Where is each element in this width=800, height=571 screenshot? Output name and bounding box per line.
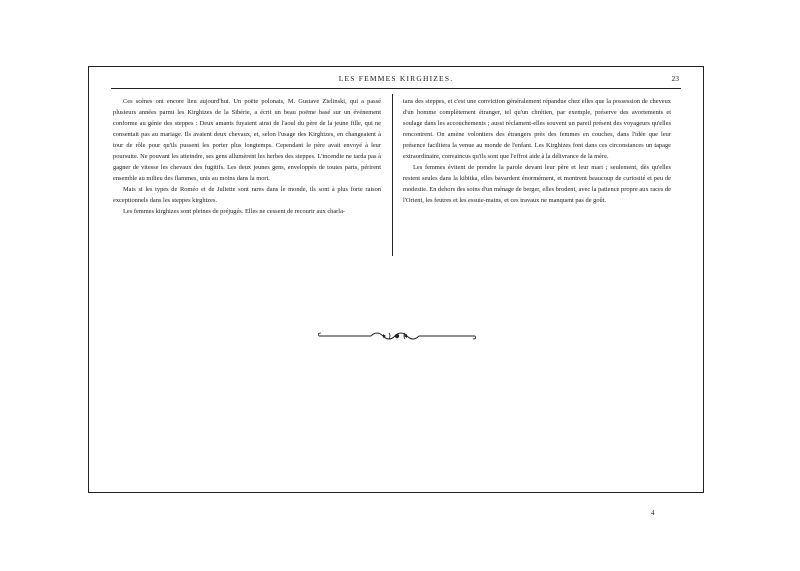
header-rule [111,88,681,89]
left-column [113,97,381,217]
signature-mark: 4 [651,509,655,517]
paragraph: Les femmes kirghizes sont pleines de préjugés. Elles ne cessent de recourir aux charla- [123,207,346,215]
paragraph: tans des steppes, et c'est une conviction généralement répandue chez elles que la possession de cheveux d'un homme complètement étranger, tel qu'un chrétien, par exemple, préserve des avortements et soulage dans les accouchements ; aussi réclament-elles souvent un pareil présent des voyageurs qu'elles rencontrent. On amène volontiers des étrangers près des femmes en couches, dans l'idée que leur présence facilitera la venue au monde de l'enfant. Les Kirghizes font dans ces circonstances un tapage extraordinaire, convaincus qu'ils sont que l'effroi aide à la délivrance de la mère. [403,98,671,160]
tailpiece-ornament-icon [317,329,477,343]
right-column [403,97,671,207]
page-frame [88,66,704,493]
paragraph: Mais si les types de Roméo et de Juliette sont rares dans le monde, ils sont à plus forte raison exceptionnels dans les steppes kirghizes. [113,185,381,204]
paragraph: Ces scènes ont encore lieu aujourd'hui. Un poëte polonais, M. Gustave Zielinski, qui a passé plusieurs années parmi les Kirghizes de la Sibérie, a écrit un beau poëme basé sur un événement conforme au génie des steppes : Deux amants fuyaient ainsi de l'aoul du père de la jeune fille, qui ne consentait pas au mariage. Ils avaient deux chevaux, et, selon l'usage des Kirghizes, en changeaient à tour de rôle pour qu'ils pussent les porter plus longtemps. Cependant le père avait envoyé à leur poursuite. Ne pouvant les atteindre, ses gens allumèrent les herbes des steppes. L'incendie ne tarda pas à gagner de vitesse les chevaux des fugitifs. Les deux jeunes gens, enveloppés de toutes parts, périrent ensemble au milieu des flammes, unis au moins dans la mort. [113,98,381,182]
page-number: 23 [671,74,679,83]
paragraph: Les femmes évitent de prendre la parole devant leur père et leur mari ; seulement, dès qu'elles restent seules dans la kibitka, elles bavardent énormément, et montrent beaucoup de curiosité et peu de modestie. En dehors des soins d'un ménage de berger, elles brodent, avec la patience propre aux races de l'Orient, les feutres et les essuie-mains, et ces travaux ne manquent pas de goût. [403,163,671,204]
column-divider [392,94,393,256]
page-title: LES FEMMES KIRGHIZES. [338,74,454,83]
running-head [89,74,703,88]
